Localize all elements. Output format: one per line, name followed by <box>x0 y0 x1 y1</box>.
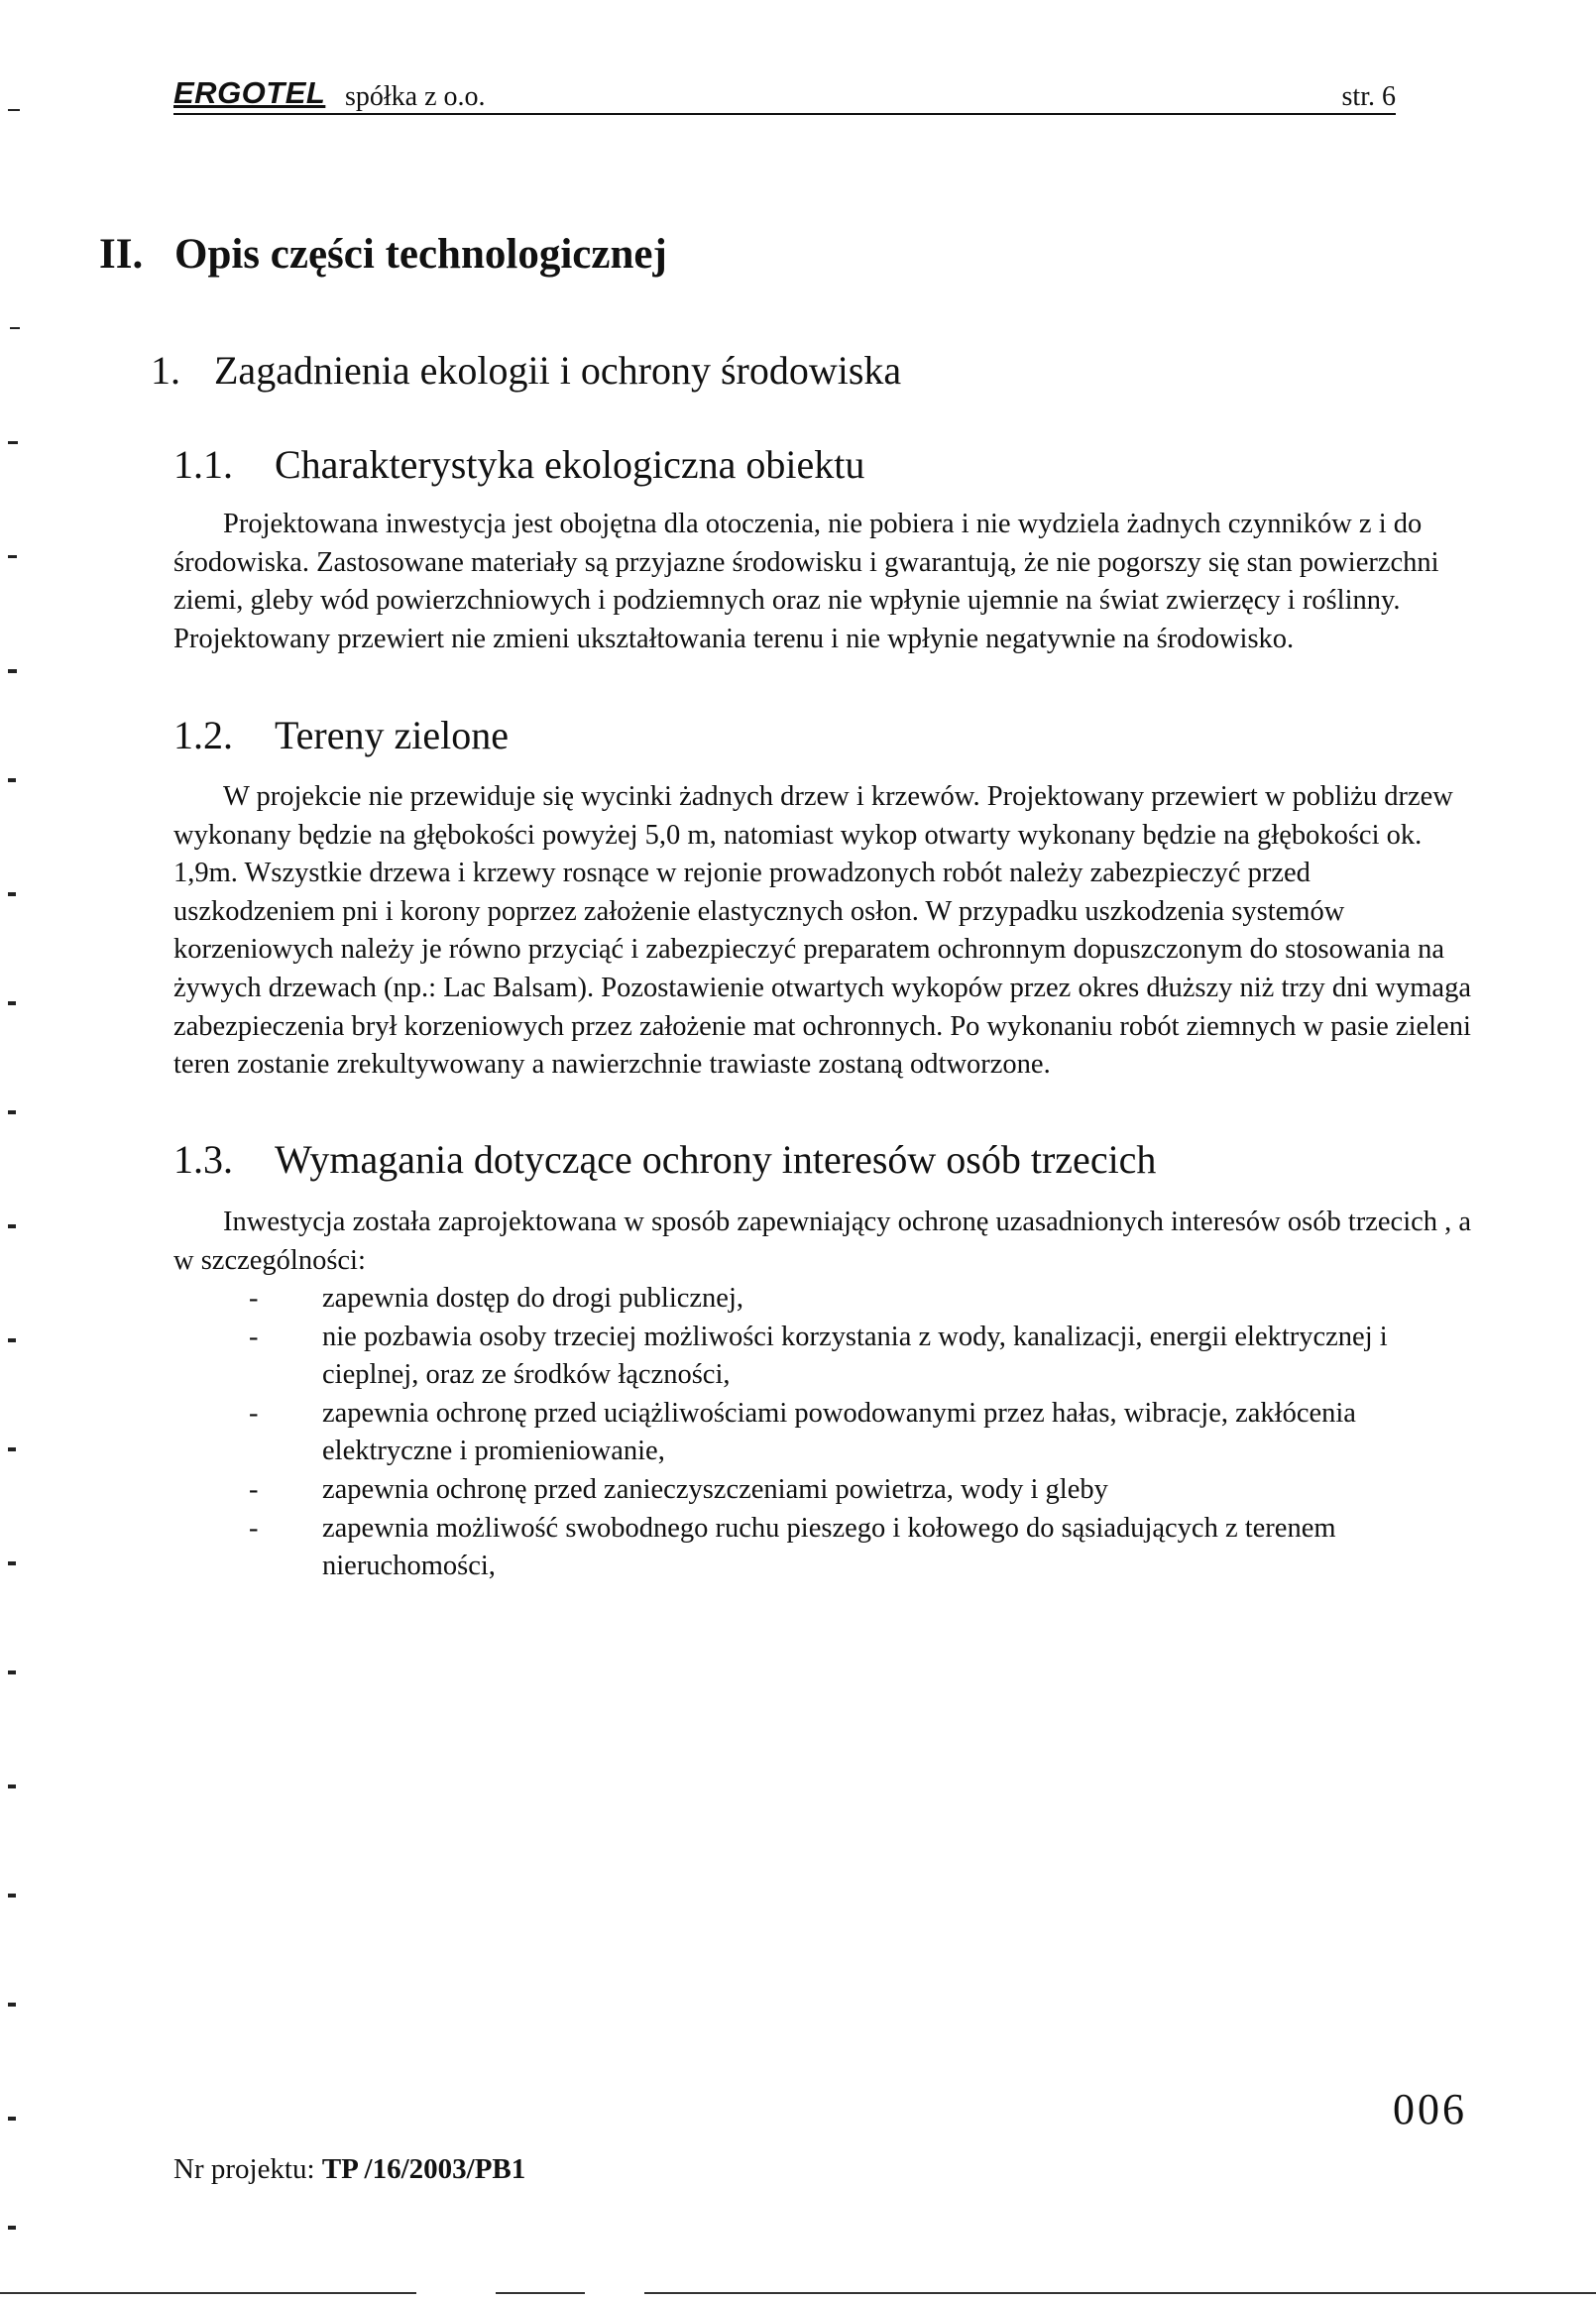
list-marker: - <box>249 1397 259 1429</box>
subsection-heading <box>173 712 509 758</box>
subsection-title: Wymagania dotyczące ochrony interesów osób trzecich <box>275 1137 1157 1182</box>
requirements-list <box>173 1280 1442 1586</box>
subsection-heading <box>173 441 864 488</box>
section-heading <box>151 347 901 394</box>
scan-mark <box>8 1110 16 1114</box>
list-item <box>173 1471 1442 1510</box>
footer-label: Nr projektu: <box>173 2153 315 2185</box>
subsection-title: Tereny zielone <box>275 713 509 757</box>
subsection-paragraph: Projektowana inwestycja jest obojętna dla otoczenia, nie pobiera i nie wydziela żadnych czynników z i do środowiska. Zastosowane materiały są przyjazne środowisku i gwarantują, że nie pogorszy się stan powierzchni ziemi, gleby wód powierzchniowych i podziemnych oraz nie wpłynie ujemnie na świat zwierzęcy i roślinny. Projektowany przewiert nie zmieni ukształtowania terenu i nie wpłynie negatywnie na środowisko. <box>173 509 1439 654</box>
scan-mark <box>8 1561 16 1565</box>
scan-mark <box>8 1670 16 1674</box>
scan-mark <box>10 327 20 329</box>
scan-line <box>644 2292 1596 2294</box>
scan-line <box>496 2292 585 2294</box>
list-item <box>173 1395 1442 1471</box>
subsection-title: Charakterystyka ekologiczna obiektu <box>275 442 865 487</box>
section-number: 1. <box>151 348 180 393</box>
list-marker: - <box>249 1473 259 1505</box>
subsection-heading <box>173 1136 1156 1183</box>
list-item-text: zapewnia ochronę przed zanieczyszczeniami powietrza, wody i gleby <box>322 1473 1108 1505</box>
scan-line <box>0 2292 416 2294</box>
part-number: II. <box>99 231 144 278</box>
page-header <box>173 73 1396 115</box>
company-brand: ERGOTEL <box>173 75 326 110</box>
scan-mark <box>8 2003 16 2007</box>
list-marker: - <box>249 1512 259 1544</box>
scan-mark <box>8 1001 16 1005</box>
list-item-text: zapewnia możliwość swobodnego ruchu pieszego i kołowego do sąsiadujących z terenem nieruchomości, <box>322 1512 1336 1582</box>
scan-mark <box>8 892 16 896</box>
scan-mark <box>8 1447 16 1451</box>
subsection-paragraph: W projekcie nie przewiduje się wycinki żadnych drzew i krzewów. Projektowany przewiert w pobliżu drzew wykonany będzie na głębokości powyżej 5,0 m, natomiast wykop otwarty wykonany będzie na głębokości ok. 1,9m. Wszystkie drzewa i krzewy rosnące w rejonie prowadzonych robót należy zabezpieczyć przed uszkodzeniem pni i korony poprzez założenie elastycznych osłon. W przypadku uszkodzenia systemów korzeniowych należy je równo przyciąć i zabezpieczyć preparatem ochronnym dopuszczonym do stosowania na żywych drzewach (np.: Lac Balsam). Pozostawienie otwartych wykopów przez okres dłuższy niż trzy dni wymaga zabezpieczenia brył korzeniowych przez założenie mat ochronnych. Po wykonaniu robót ziemnych w pasie zieleni teren zostanie zrekultywowany a nawierzchnie trawiaste zostaną odtworzone. <box>173 781 1471 1081</box>
scan-mark <box>8 1784 16 1788</box>
list-item-text: zapewnia dostęp do drogi publicznej, <box>322 1283 743 1314</box>
scan-mark <box>8 555 17 558</box>
list-item <box>173 1510 1442 1586</box>
list-item <box>173 1319 1442 1395</box>
subsection-number: 1.2. <box>173 713 233 757</box>
subsection-number: 1.3. <box>173 1137 233 1182</box>
scan-mark <box>8 2117 16 2121</box>
section-title: Zagadnienia ekologii i ochrony środowiska <box>214 348 902 393</box>
scan-mark <box>8 1338 16 1342</box>
list-item <box>173 1280 1442 1319</box>
scan-mark <box>8 1894 16 1898</box>
part-title: Opis części technologicznej <box>174 231 667 278</box>
page-number: str. 6 <box>1341 81 1396 112</box>
page-footer <box>173 2153 525 2186</box>
subsection-number: 1.1. <box>173 442 233 487</box>
part-heading <box>99 230 667 279</box>
list-item-text: zapewnia ochronę przed uciążliwościami powodowanymi przez hałas, wibracje, zakłócenia elektryczne i promieniowanie, <box>322 1397 1356 1467</box>
scan-mark <box>8 1224 16 1228</box>
list-marker: - <box>249 1321 259 1352</box>
scan-mark <box>8 109 20 111</box>
scan-mark <box>8 778 16 782</box>
scan-mark <box>8 669 17 673</box>
list-item-text: nie pozbawia osoby trzeciej możliwości korzystania z wody, kanalizacji, energii elektrycznej i cieplnej, oraz ze środków łączności, <box>322 1321 1388 1391</box>
company-suffix: spółka z o.o. <box>345 81 486 112</box>
project-number: TP /16/2003/PB1 <box>321 2153 526 2185</box>
subsection-paragraph: Inwestycja została zaprojektowana w sposób zapewniający ochronę uzasadnionych interesów osób trzecich , a w szczególności: <box>173 1207 1472 1276</box>
page-stamp-number: 006 <box>1393 2085 1467 2133</box>
scan-mark <box>8 441 18 444</box>
scan-mark <box>8 2226 16 2230</box>
list-marker: - <box>249 1283 259 1314</box>
